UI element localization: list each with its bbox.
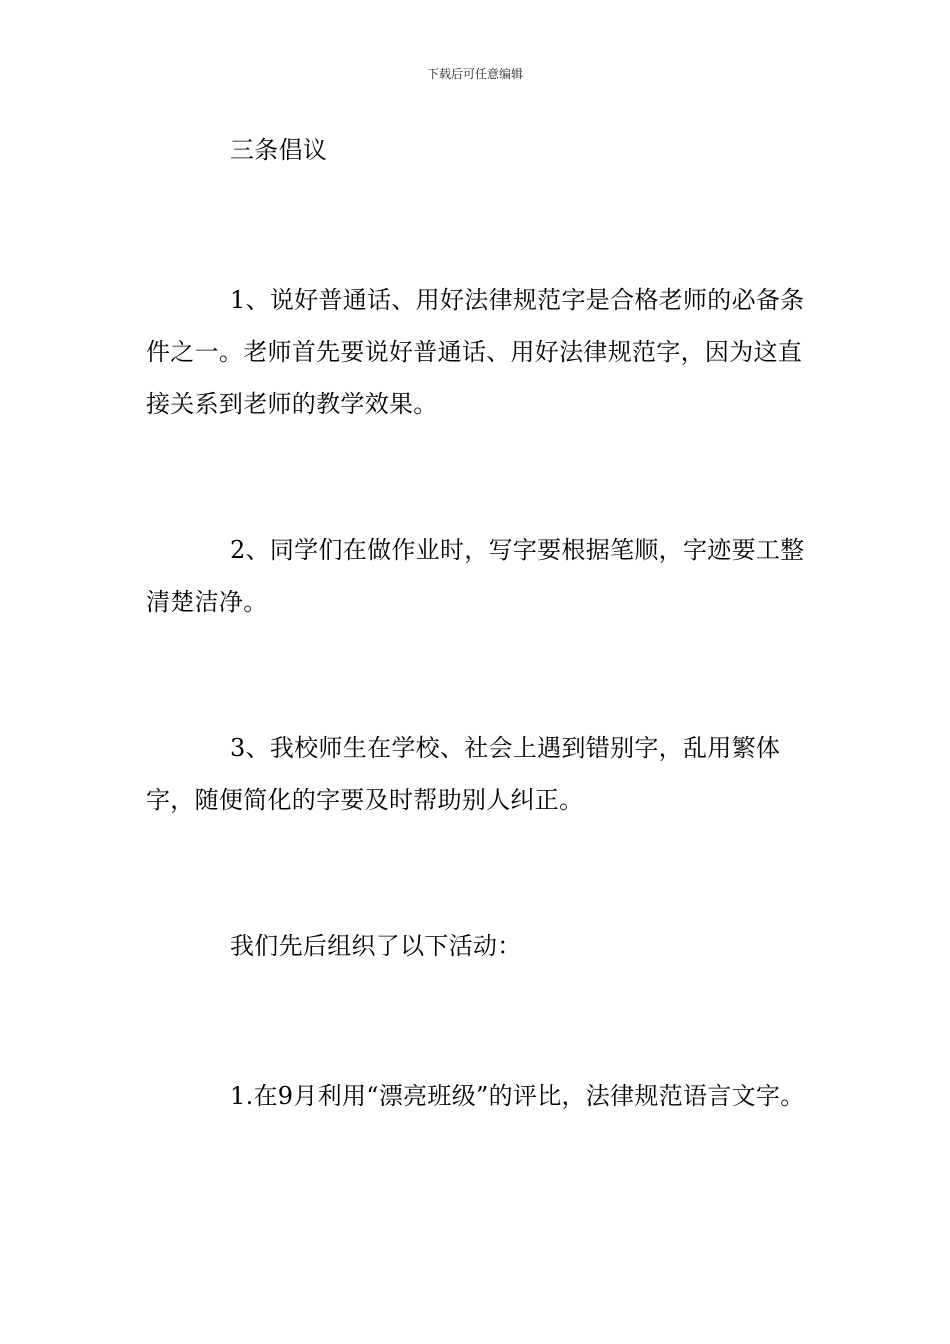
paragraph-proposal-3: 3、我校师生在学校、社会上遇到错别字，乱用繁体字，随便简化的字要及时帮助别人纠正。	[146, 734, 781, 814]
document-title: 三条倡议	[230, 136, 328, 164]
page-header-note: 下载后可任意编辑	[426, 67, 523, 81]
paragraph-activity-1: 1.在9月利用“漂亮班级”的评比，法律规范语言文字。	[230, 1082, 805, 1110]
paragraph-activities-intro: 我们先后组织了以下活动：	[230, 932, 522, 960]
paragraph-proposal-1: 1、说好普通话、用好法律规范字是合格老师的必备条件之一。老师首先要说好普通话、用好法律规范字，因为这直接关系到老师的教学效果。	[146, 286, 805, 418]
paragraph-proposal-2: 2、同学们在做作业时，写字要根据笔顺，字迹要工整清楚洁净。	[146, 536, 805, 616]
